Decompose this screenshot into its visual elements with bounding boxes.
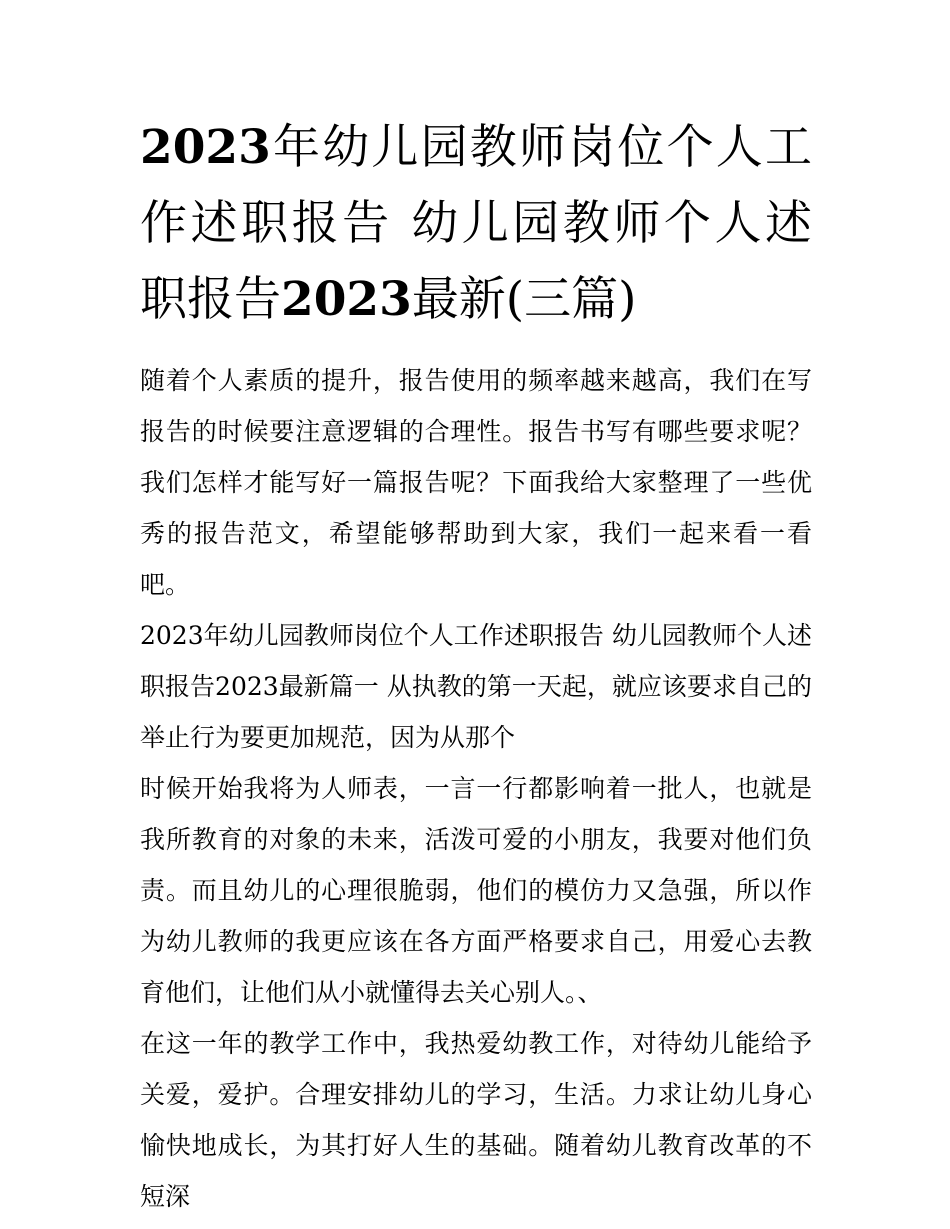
title-text-part1: 年幼儿园教师岗位个人工作述职报告 幼儿园教师个人述职报告 xyxy=(140,120,812,327)
document-body xyxy=(140,355,812,1222)
paragraph-body-2: 在这一年的教学工作中，我热爱幼教工作，对待幼儿能给予关爱，爱护。合理安排幼儿的学习，生活。力求让幼儿身心愉快地成长，为其打好人生的基础。随着幼儿教育改革的不短深 xyxy=(140,1029,812,1211)
title-text-part2: 最新(三篇) xyxy=(411,272,637,327)
paragraph-body-1: 时候开始我将为人师表，一言一行都影响着一批人，也就是我所教育的对象的未来，活泼可爱的小朋友，我要对他们负责。而且幼儿的心理很脆弱，他们的模仿力又急强，所以作为幼儿教师的我更应该在各方面严格要求自己，用爱心去教育他们，让他们从小就懂得去关心别人。、 xyxy=(140,774,812,1007)
paragraph-intro: 随着个人素质的提升，报告使用的频率越来越高，我们在写报告的时候要注意逻辑的合理性。报告书写有哪些要求呢？我们怎样才能写好一篇报告呢？下面我给大家整理了一些优秀的报告范文，希望能够帮助到大家，我们一起来看一看吧。 xyxy=(140,366,812,599)
title-year-2: 2023 xyxy=(281,272,412,327)
document-title xyxy=(140,110,812,338)
title-year: 2023 xyxy=(140,120,271,175)
paragraph-section-heading: 2023年幼儿园教师岗位个人工作述职报告 幼儿园教师个人述职报告2023最新篇一 从执教的第一天起，就应该要求自己的举止行为要更加规范，因为从那个 xyxy=(140,621,812,752)
